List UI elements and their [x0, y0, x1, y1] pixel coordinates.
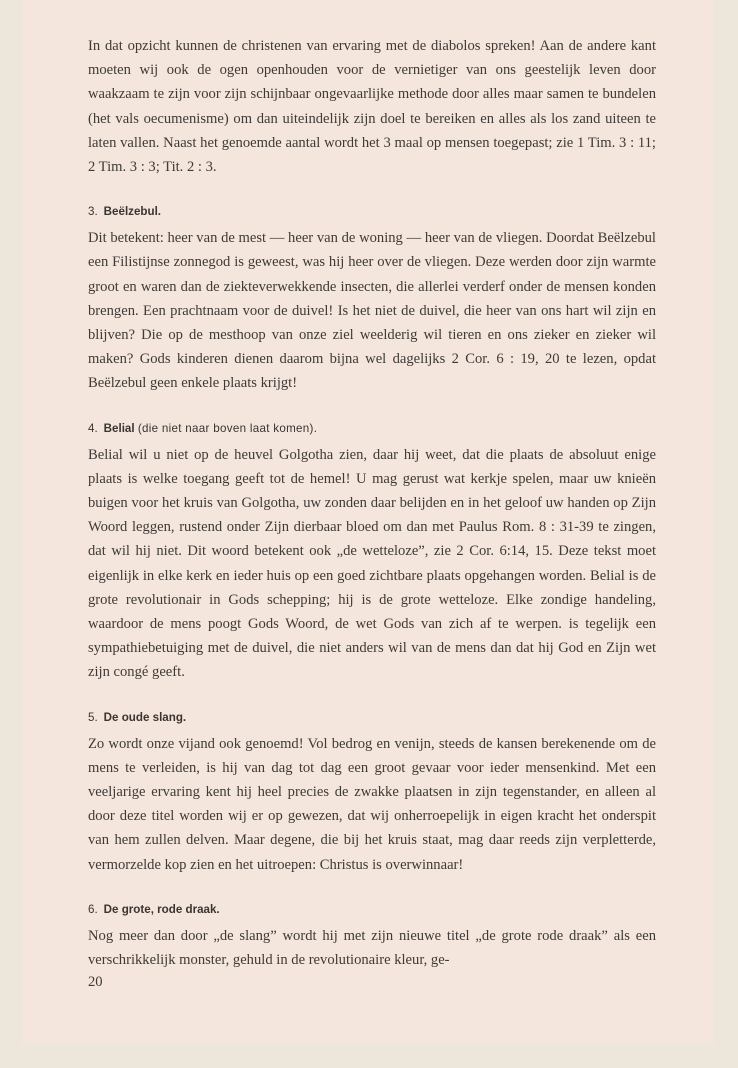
page-content	[88, 34, 656, 992]
section-title: Beëlzebul.	[103, 205, 162, 219]
section-oude-slang	[88, 706, 656, 877]
section-heading	[88, 417, 656, 441]
book-page	[22, 0, 714, 1044]
section-beelzebul	[88, 200, 656, 395]
section-number: 3.	[88, 205, 98, 219]
section-heading	[88, 898, 656, 922]
section-heading	[88, 200, 656, 224]
section-number: 5.	[88, 710, 98, 724]
section-title: De grote, rode draak.	[103, 902, 220, 916]
section-number: 4.	[88, 421, 98, 435]
section-title: Belial	[103, 421, 135, 435]
section-heading	[88, 706, 656, 730]
intro-paragraph: In dat opzicht kunnen de christenen van ervaring met de diabolos spreken! Aan de andere kant moeten wij ook de ogen openhouden voor de vernietiger van ons geestelijk leven door waakzaam te zijn voor zijn schijnbaar ongevaarlijke methode door alles maar samen te bundelen (het vals oecumenisme) om dan uiteindelijk zijn doel te bereiken en alles als los zand uiteen te laten vallen. Naast het genoemde aantal wordt het 3 maal op mensen toegepast; zie 1 Tim. 3 : 11; 2 Tim. 3 : 3; Tit. 2 : 3.	[88, 38, 656, 176]
section-paragraph: Zo wordt onze vijand ook genoemd! Vol bedrog en venijn, steeds de kansen berekenende om de mens te verleiden, is hij van dag tot dag een groot gevaar voor ieder mensenkind. Met een veeljarige ervaring kent hij heel precies de zwakke plaatsen in zijn tegenstander, en alleen al door deze titel worden wij er op gewezen, dat wij onherroepelijk in eigen kracht het onderspit van hem zullen delven. Maar degene, die bij het kruis staat, mag daar reeds zijn verpletterde, vermorzelde kop zien en het uitroepen: Christus is overwinnaar!	[88, 735, 656, 873]
section-paragraph: Dit betekent: heer van de mest — heer van de woning — heer van de vliegen. Doordat Beëlzebul een Filistijnse zonnegod is geweest, was hij heer over de vliegen. Deze werden door zijn warmte groot en waren dan de ziekteverwekkende insecten, die allerlei verderf onder de mensen konden brengen. Een prachtnaam voor de duivel! Is het niet de duivel, die heer van ons hart wil zijn en blijven? Die op de mesthoop van onze ziel weelderig wil tieren en ons zieker en zieker wil maken? Gods kinderen dienen daarom bijna wel dagelijks 2 Cor. 6 : 19, 20 te lezen, opdat Beëlzebul geen enkele plaats krijgt!	[88, 230, 656, 392]
section-title: De oude slang.	[103, 710, 187, 724]
section-paragraph: Belial wil u niet op de heuvel Golgotha zien, daar hij weet, dat die plaats de absoluut enige plaats is welke toegang geeft tot de hemel! U mag gerust wat kerkje spelen, maar uw knieën buigen voor het kruis van Golgotha, uw zonden daar belijden en in het geloof uw handen op Zijn Woord leggen, rustend onder Zijn dierbaar bloed om dan met Paulus Rom. 8 : 31-39 te zingen, dat wil hij niet. Dit woord betekent ook „de wetteloze”, zie 2 Cor. 6:14, 15. Deze tekst moet eigenlijk in elke kerk en ieder huis op een goed zichtbare plaats opgehangen worden. Belial is de grote revolutionair in Gods schepping; hij is de grote wetteloze. Elke zondige handeling, waardoor de mens poogt Gods Woord, de wet Gods van zich af te werpen. is tegelijk een sympathiebetuiging met de duivel, die niet anders wil van de mens dan dat hij God en Zijn wet zijn congé geeft.	[88, 446, 656, 681]
page-number: 20	[88, 974, 103, 991]
section-number: 6.	[88, 902, 98, 916]
section-paragraph: Nog meer dan door „de slang” wordt hij met zijn nieuwe titel „de grote rode draak” als een verschrikkelijk monster, gehuld in de revolutionaire kleur, ge-	[88, 927, 656, 969]
section-belial	[88, 417, 656, 685]
section-subtitle: (die niet naar boven laat komen).	[137, 421, 318, 435]
section-rode-draak	[88, 898, 656, 972]
